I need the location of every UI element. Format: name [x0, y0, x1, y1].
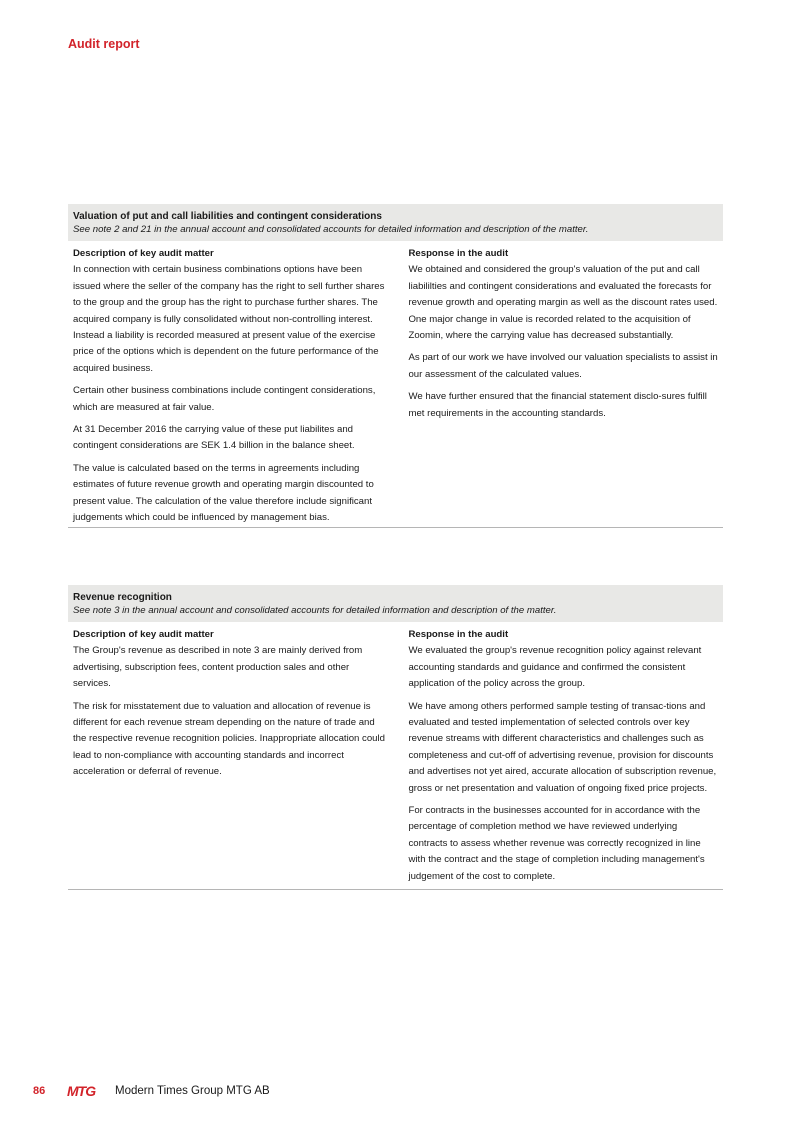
page-footer [33, 1084, 270, 1098]
matter-note: See note 2 and 21 in the annual account and consolidated accounts for detailed information and description of the matter. [73, 224, 589, 235]
matter-note: See note 3 in the annual account and consolidated accounts for detailed information and description of the matter. [73, 605, 557, 616]
column-heading: Description of key audit matter [73, 248, 214, 259]
matter-title: Revenue recognition [73, 592, 172, 603]
response-column [408, 246, 718, 527]
paragraph: We evaluated the group's revenue recognition policy against relevant accounting standards and guidance and confirmed the consistent application of the policy across the group. [408, 645, 702, 690]
description-column [73, 627, 388, 889]
paragraph: We have further ensured that the financial statement disclo-sures fulfill met requirements in the accounting standards. [408, 391, 707, 419]
paragraph: In connection with certain business combinations options have been issued where the seller of the company has the right to sell further shares to the group and the group has the right to purchase further shares. The acquired company is fully consolidated without non-controlling interest. Instead a liability is recorded measured at present value of the exercise price of the options which is dependent on the future performance of the acquired business. [73, 264, 385, 374]
svg-text:MTG: MTG [67, 1084, 96, 1098]
column-heading: Response in the audit [408, 248, 509, 259]
page-section-title: Audit report [68, 37, 140, 51]
key-audit-matter-valuation [68, 204, 723, 528]
paragraph: As part of our work we have involved our valuation specialists to assist in our assessment of the calculated values. [408, 352, 718, 380]
description-column [73, 246, 388, 527]
paragraph: The risk for misstatement due to valuation and allocation of revenue is different for each revenue stream depending on the nature of trade and the respective revenue recognition policies. Inappropriate allocation could lead to non-compliance with accounting standards and incorrect acceleration or deferral of revenue. [73, 700, 385, 778]
response-column [408, 627, 718, 889]
paragraph: The Group's revenue as described in note 3 are mainly derived from advertising, subscription fees, content production sales and other services. [73, 645, 363, 690]
matter-header [68, 204, 723, 241]
page-number: 86 [33, 1085, 46, 1097]
mtg-logo-icon [67, 1084, 101, 1098]
matter-header [68, 585, 723, 622]
key-audit-matter-revenue [68, 585, 723, 890]
paragraph: Certain other business combinations include contingent considerations, which are measured at fair value. [73, 385, 376, 413]
column-heading: Description of key audit matter [73, 629, 214, 640]
paragraph: We have among others performed sample testing of transac-tions and evaluated and tested implementation of selected controls over key revenue streams with different characteristics and challenges such as completeness and cut-off of advertising revenue, provision for discounts and advertises not yet aired, accurate allocation of subscription revenue, gross or net presentation and valuation of ongoing fixed price projects. [408, 700, 717, 794]
matter-columns [68, 241, 723, 527]
column-heading: Response in the audit [408, 629, 509, 640]
paragraph: We obtained and considered the group's valuation of the put and call liabililties and contingent considerations and evaluated the forecasts for revenue growth and operating margin as well as the discount rates used. One major change in value is recorded related to the acquisition of Zoomin, where the carrying value has decreased substantially. [408, 264, 718, 342]
matter-columns [68, 622, 723, 889]
paragraph: For contracts in the businesses accounted for in accordance with the percentage of completion method we have reviewed underlying contracts to assess whether revenue was correctly recognized in line with the contract and the stage of completion including management's judgement of the cost to complete. [408, 805, 705, 882]
paragraph: The value is calculated based on the terms in agreements including estimates of future revenue growth and operating margin discounted to present value. The calculation of the value therefore include significant judgements which could be influenced by management bias. [73, 462, 374, 524]
paragraph: At 31 December 2016 the carrying value of these put liabilites and contingent considerations are SEK 1.4 billion in the balance sheet. [73, 424, 355, 452]
company-name: Modern Times Group MTG AB [115, 1085, 270, 1097]
matter-title: Valuation of put and call liabilities and contingent considerations [73, 211, 382, 222]
